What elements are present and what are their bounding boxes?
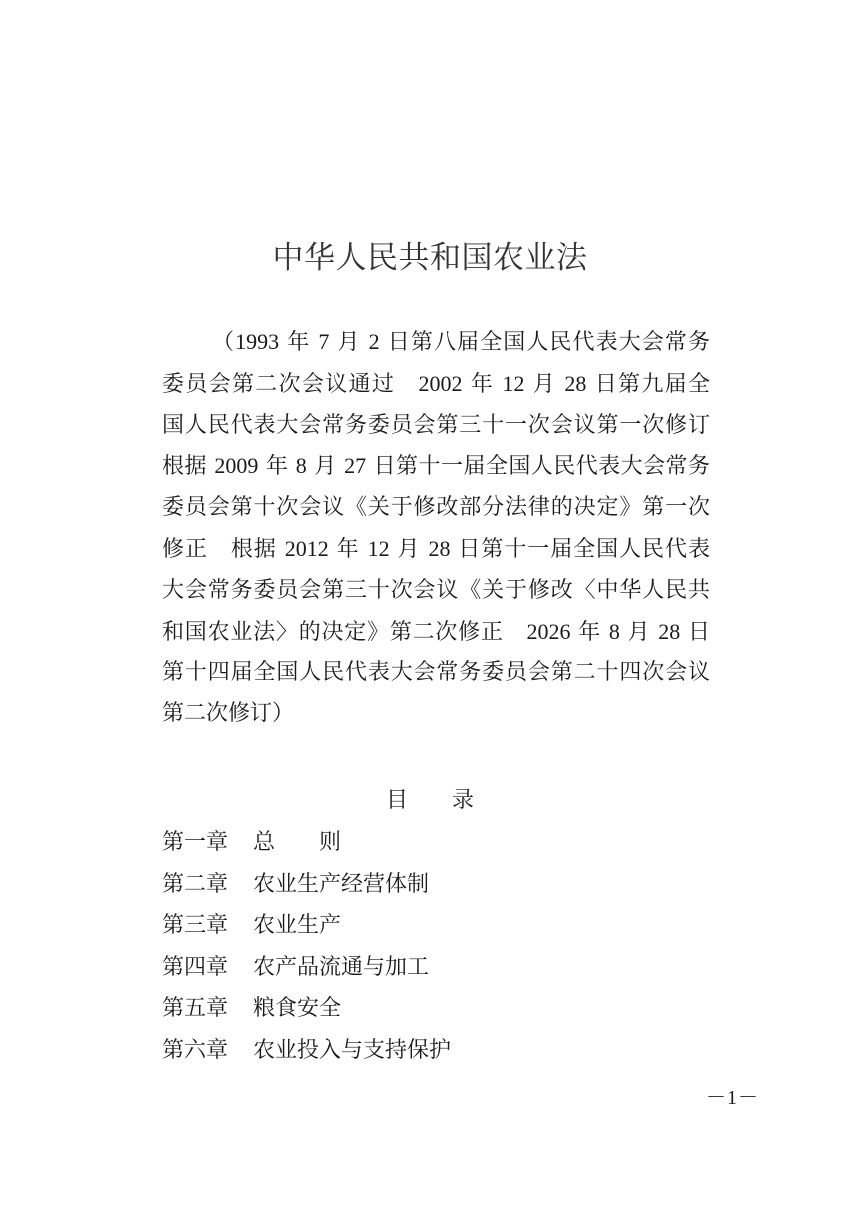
preface-line: 第二次修订） bbox=[162, 701, 295, 727]
preface-line: 根据 2009 年 8 月 27 日第十一届全国人民代表大会常务 bbox=[162, 453, 710, 480]
toc-chapter-number: 第六章 bbox=[162, 1037, 229, 1063]
preface-paragraph bbox=[162, 322, 710, 735]
toc-chapter-number: 第四章 bbox=[162, 954, 229, 980]
toc-chapter-name bbox=[253, 830, 341, 855]
preface-line: 第十四届全国人民代表大会常务委员会第二十四次会议 bbox=[162, 660, 710, 686]
toc-chapter-name-char: 总 bbox=[253, 830, 276, 855]
preface-line: 和国农业法〉的决定》第二次修正 2026 年 8 月 28 日 bbox=[162, 618, 710, 645]
preface-line: （1993 年 7 月 2 日第八届全国人民代表大会常务 bbox=[212, 329, 710, 355]
toc-item bbox=[162, 992, 451, 1034]
toc-chapter-name: 农产品流通与加工 bbox=[253, 954, 430, 980]
toc-item bbox=[162, 826, 451, 868]
toc-chapter-name: 农业生产 bbox=[253, 913, 342, 938]
toc-chapter-number: 第三章 bbox=[162, 913, 229, 938]
preface-line: 修正 根据 2012 年 12 月 28 日第十一届全国人民代表 bbox=[162, 535, 710, 562]
preface-line: 国人民代表大会常务委员会第三十一次会议第一次修订 bbox=[162, 412, 710, 438]
toc-item bbox=[162, 951, 451, 993]
toc-chapter-name: 粮食安全 bbox=[253, 996, 342, 1021]
toc-chapter-number: 第一章 bbox=[162, 830, 229, 855]
toc-item bbox=[162, 909, 451, 951]
page-number: －1－ bbox=[706, 1087, 759, 1109]
table-of-contents bbox=[162, 826, 451, 1075]
preface-line: 大会常务委员会第三十次会议《关于修改〈中华人民共 bbox=[162, 577, 710, 603]
toc-heading bbox=[0, 784, 860, 818]
toc-item bbox=[162, 1034, 451, 1076]
toc-chapter-name-char: 则 bbox=[319, 830, 342, 855]
preface-line: 委员会第二次会议通过 2002 年 12 月 28 日第九届全 bbox=[162, 370, 710, 397]
preface-line: 委员会第十次会议《关于修改部分法律的决定》第一次 bbox=[162, 495, 710, 521]
toc-chapter-number: 第二章 bbox=[162, 871, 229, 897]
toc-heading-char: 目 bbox=[385, 788, 408, 813]
toc-heading-char: 录 bbox=[452, 788, 475, 813]
toc-chapter-number: 第五章 bbox=[162, 996, 229, 1021]
toc-item bbox=[162, 868, 451, 910]
document-title: 中华人民共和国农业法 bbox=[272, 240, 588, 276]
toc-chapter-name: 农业投入与支持保护 bbox=[253, 1037, 452, 1063]
toc-chapter-name: 农业生产经营体制 bbox=[253, 871, 430, 897]
